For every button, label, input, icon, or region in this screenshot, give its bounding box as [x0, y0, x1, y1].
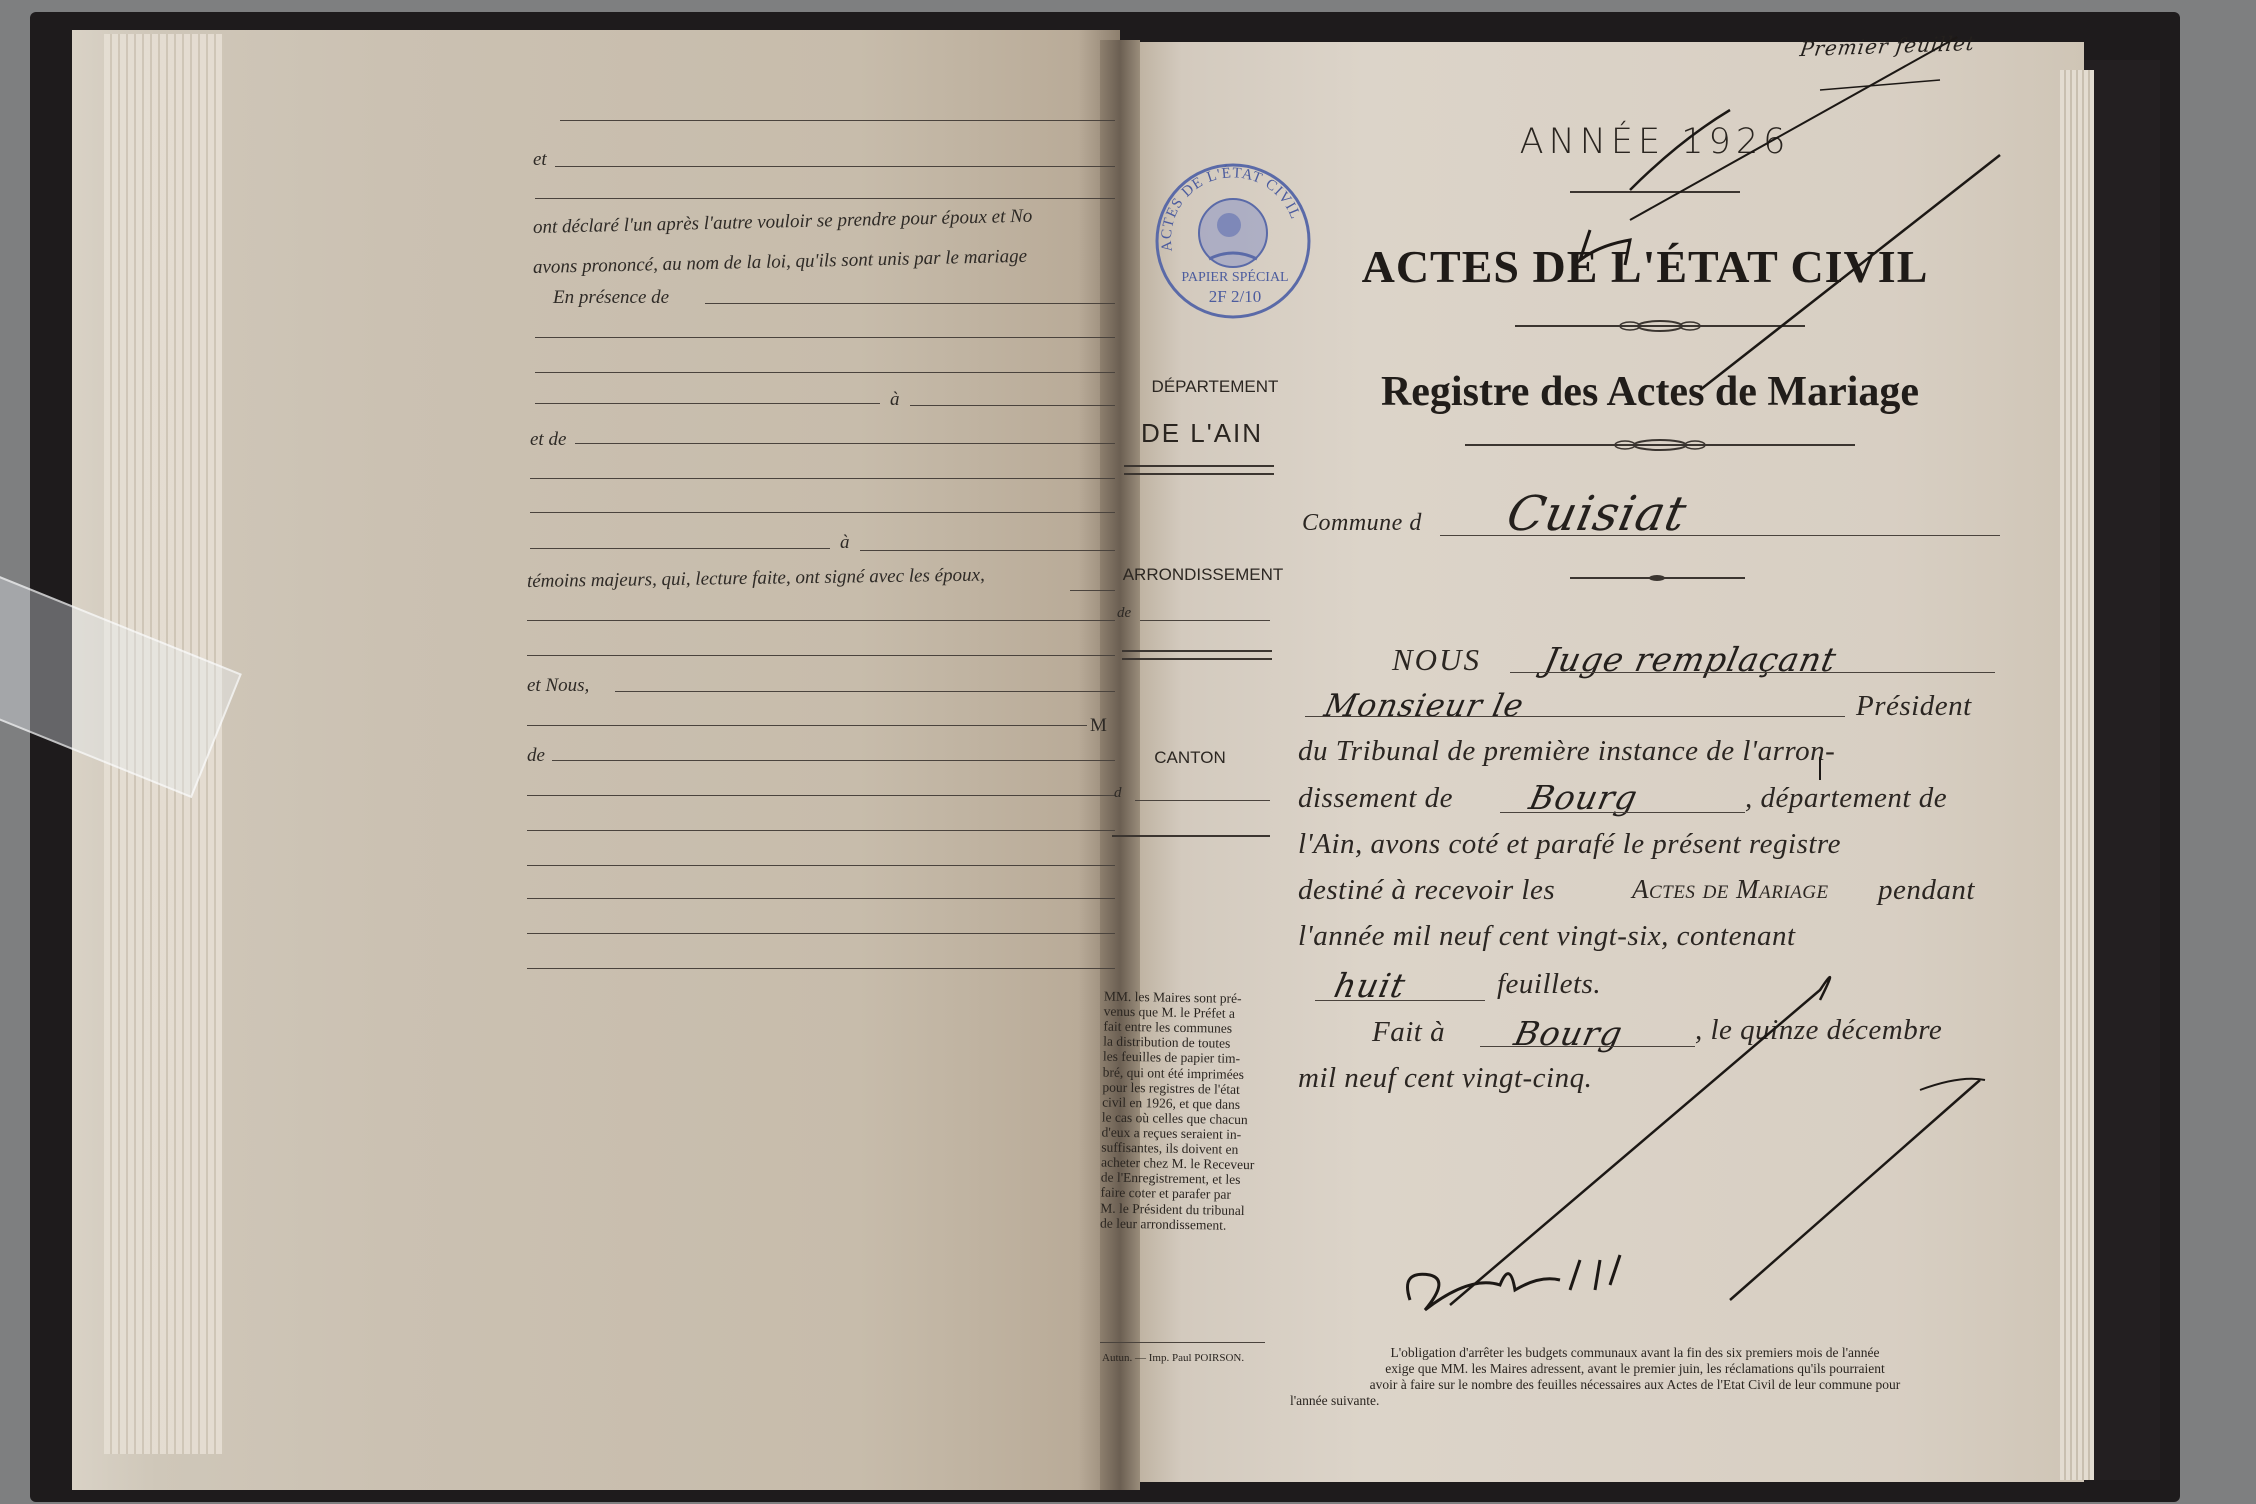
- bourg-handwritten-2: Bourg: [1510, 1014, 1627, 1053]
- actes-de-mariage-text: Actes de Mariage: [1632, 874, 1829, 904]
- departement-de: , département de: [1745, 782, 1948, 814]
- form-line: [535, 198, 1115, 199]
- notice-line: pour les registres de l'état: [1102, 1079, 1240, 1097]
- form-label-m: M: [1090, 715, 1107, 736]
- arrondissement-label: ARRONDISSEMENT: [1122, 565, 1284, 584]
- right-page-edges: [2060, 70, 2094, 1480]
- president-label: Président: [1856, 690, 1972, 722]
- form-line: [535, 372, 1115, 373]
- form-label-et: et: [533, 149, 547, 170]
- form-label-presence: En présence de: [553, 287, 670, 308]
- fait-a: Fait à: [1372, 1016, 1446, 1048]
- margin-rule: [1124, 465, 1274, 467]
- feuillets-text: feuillets.: [1497, 968, 1602, 1000]
- bourg-handwritten: Bourg: [1525, 778, 1642, 817]
- notice-line: la distribution de toutes: [1103, 1033, 1231, 1052]
- notice-line: d'eux a reçues seraient in-: [1101, 1124, 1242, 1142]
- dissement-de: dissement de: [1298, 782, 1453, 814]
- commune-handwritten: Cuisiat: [1502, 486, 1692, 542]
- budget-notice-line: l'année suivante.: [1290, 1392, 1380, 1408]
- notice-line: de l'Enregistrement, et les: [1100, 1169, 1241, 1188]
- monsieur-handwritten: Monsieur le: [1321, 688, 1528, 724]
- commune-label: Commune d: [1302, 510, 1422, 536]
- line-ain: l'Ain, avons coté et parafé le présent registre: [1298, 828, 1841, 860]
- form-label-et-de: et de: [530, 429, 567, 450]
- corner-note: Premier feuillet: [1798, 30, 1977, 62]
- form-line: [530, 512, 1115, 513]
- notice-line: M. le Président du tribunal: [1100, 1200, 1245, 1218]
- margin-rule: [1122, 658, 1272, 660]
- line-annee: l'année mil neuf cent vingt-six, contenant: [1298, 920, 1796, 952]
- register-title: ACTES DE L'ÉTAT CIVIL: [1361, 241, 1929, 292]
- nous-label: NOUS: [1392, 642, 1481, 677]
- form-line: [530, 548, 830, 549]
- notice-line: de leur arrondissement.: [1099, 1215, 1227, 1233]
- form-line: [527, 898, 1115, 899]
- huit-handwritten: huit: [1330, 966, 1410, 1005]
- stamp-price: 2F 2/10: [1208, 287, 1262, 306]
- arrondissement-de: de: [1117, 605, 1132, 621]
- form-line: [575, 443, 1115, 444]
- form-line: [527, 655, 1115, 656]
- form-line: [527, 968, 1115, 969]
- form-line: [560, 120, 1115, 121]
- stamp-top-text: ACTES DE L'ÉTAT CIVIL: [1158, 165, 1304, 253]
- form-label-de: de: [527, 745, 545, 766]
- form-line: [527, 620, 1115, 621]
- notice-line: MM. les Maires sont pré-: [1103, 988, 1242, 1006]
- canton-label: CANTON: [1154, 748, 1226, 767]
- margin-rule: [1124, 473, 1274, 475]
- margin-line: [1135, 800, 1270, 801]
- form-line: [527, 830, 1115, 831]
- form-line: [615, 691, 1115, 692]
- notice-line: acheter chez M. le Receveur: [1100, 1154, 1255, 1173]
- destine-text: destiné à recevoir les: [1298, 874, 1556, 906]
- form-line: [860, 550, 1115, 551]
- le-quinze: , le quinze décembre: [1695, 1014, 1943, 1046]
- budget-notice-line: avoir à faire sur le nombre des feuilles nécessaires aux Actes de l'Etat Civil de leur commune pour: [1369, 1376, 1901, 1392]
- budget-notice-line: exige que MM. les Maires adressent, avant le premier juin, les réclamations qu'ils pourraient: [1385, 1360, 1885, 1376]
- form-line: [535, 403, 880, 404]
- line-tribunal: du Tribunal de première instance de l'arron-: [1298, 735, 1836, 767]
- year-heading: ANNÉE 1926: [1519, 122, 1791, 162]
- register-subtitle: Registre des Actes de Mariage: [1380, 369, 1920, 415]
- notice-line: le cas où celles que chacun: [1101, 1109, 1248, 1127]
- notice-line: les feuilles de papier tim-: [1102, 1048, 1241, 1067]
- notice-line: faire coter et parafer par: [1100, 1184, 1232, 1203]
- notice-line: fait entre les communes: [1103, 1018, 1233, 1036]
- form-line: [535, 337, 1115, 338]
- budget-notice: [1290, 1345, 1980, 1409]
- form-line: [527, 933, 1115, 934]
- form-text-declared-2: avons prononcé, au nom de la loi, qu'ils sont unis par le mariage: [532, 245, 1028, 278]
- budget-notice-line: L'obligation d'arrêter les budgets communaux avant la fin des six premiers mois de l'année: [1390, 1345, 1880, 1360]
- notice-line: venus que M. le Préfet a: [1103, 1003, 1236, 1021]
- signature-paraph-icon: [1300, 60, 2020, 1360]
- form-line: [555, 166, 1115, 167]
- form-label-a: à: [840, 532, 850, 553]
- departement-label: DÉPARTEMENT: [1151, 377, 1279, 396]
- departement-value: DE L'AIN: [1140, 418, 1264, 448]
- form-label-et-nous: et Nous,: [527, 675, 590, 696]
- form-line: [552, 760, 1115, 761]
- line-mil: mil neuf cent vingt-cinq.: [1298, 1062, 1593, 1094]
- form-line: [1070, 590, 1115, 591]
- form-line: [530, 478, 1115, 479]
- nous-handwritten: Juge remplaçant: [1540, 640, 1841, 679]
- notice-line: suffisantes, ils doivent en: [1101, 1139, 1239, 1157]
- margin-rule: [1112, 835, 1270, 837]
- stamp-bottom-text: PAPIER SPÉCIAL: [1181, 270, 1289, 285]
- form-line: [527, 795, 1115, 796]
- form-line: [527, 865, 1115, 866]
- maires-notice: [1100, 989, 1274, 1234]
- canton-d: d: [1114, 785, 1122, 801]
- form-text-witnesses: témoins majeurs, qui, lecture faite, ont signé avec les époux,: [526, 564, 985, 592]
- form-line: [705, 303, 1115, 304]
- form-line: [910, 405, 1115, 406]
- notice-line: civil en 1926, et que dans: [1102, 1094, 1241, 1112]
- notice-line: bré, qui ont été imprimées: [1102, 1064, 1245, 1082]
- form-line: [527, 725, 1087, 726]
- margin-line: [1140, 620, 1270, 621]
- form-text-declared-1: ont déclaré l'un après l'autre vouloir se prendre pour époux et No: [532, 205, 1033, 238]
- pendant-text: pendant: [1878, 874, 1975, 906]
- form-label-a: à: [890, 389, 900, 410]
- margin-line: [1100, 1342, 1265, 1343]
- printer-mark: Autun. — Imp. Paul POIRSON.: [1102, 1352, 1245, 1364]
- margin-rule: [1122, 650, 1272, 652]
